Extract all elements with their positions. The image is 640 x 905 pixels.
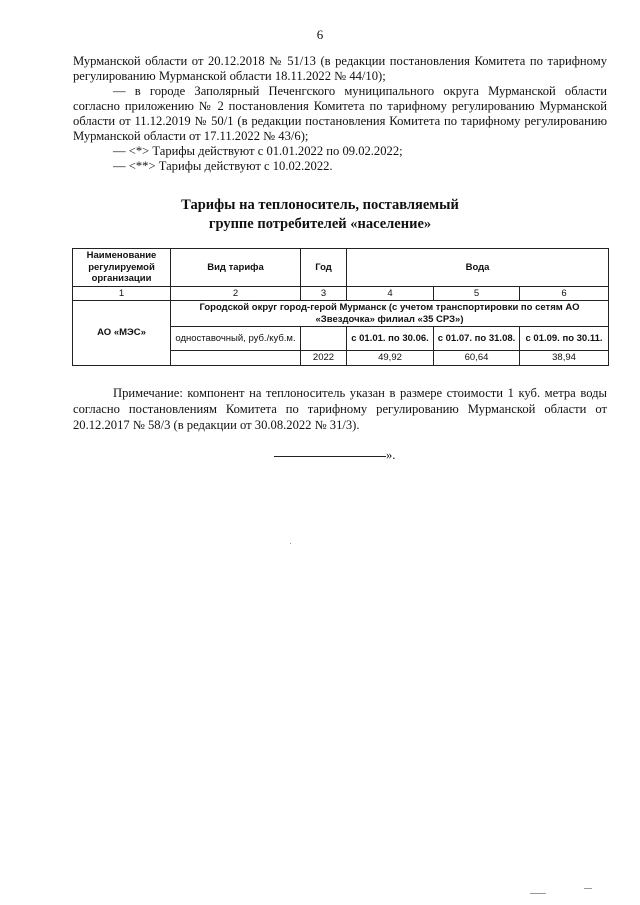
tariff-type: одноставочный, руб./куб.м. [171,327,301,351]
closing-mark [274,448,395,463]
tariff-value: 60,64 [434,351,520,366]
tariff-value: 38,94 [520,351,609,366]
document-title [0,196,640,234]
column-number: 3 [301,286,347,301]
year-value: 2022 [301,351,347,366]
period-label: с 01.09. по 30.11. [520,327,609,351]
header-water: Вода [347,249,609,287]
column-number: 4 [347,286,434,301]
tariff-type-cont [171,351,301,366]
territory-name: Городской округ город-герой Мурманск (с учетом транспортировки по сетям АО «Звездочка» филиал «35 СРЗ») [171,301,609,327]
tariff-value: 49,92 [347,351,434,366]
header-year: Год [301,249,347,287]
column-number: 5 [434,286,520,301]
intro-text [73,54,607,174]
tariff-table [72,248,609,366]
paragraph-note-1: — <*> Тарифы действуют с 01.01.2022 по 09.02.2022; [113,144,403,158]
scan-speck [290,543,291,544]
organization-name: АО «МЭС» [73,301,171,366]
period-label: с 01.07. по 31.08. [434,327,520,351]
note-paragraph: Примечание: компонент на теплоноситель указан в размере стоимости 1 куб. метра воды согласно постановлениям Комитета по тарифному регулированию Мурманской области от 20.12.2017 № 58/3 (в редакции от 30.08.2022 № 31/3). [73,386,607,432]
header-org: Наименование регулируемой организации [73,249,171,287]
year-empty-cell [301,327,347,351]
header-tariff-type: Вид тарифа [171,249,301,287]
paragraph-note-2: — <**> Тарифы действуют с 10.02.2022. [113,159,333,173]
page-number: 6 [316,27,324,42]
title-line-2: группе потребителей «население» [208,216,432,232]
column-number: 1 [73,286,171,301]
closing-quote: ». [386,448,396,462]
signature-line [274,456,386,457]
scan-speck [584,888,592,889]
column-number: 2 [171,286,301,301]
scan-speck [530,893,546,894]
paragraph-continuation: Мурманской области от 20.12.2018 № 51/13 (в редакции постановления Комитета по тарифному регулированию Мурманской области 18.11.2022 № 44/10); [73,54,607,83]
title-line-1: Тарифы на теплоноситель, поставляемый [181,197,459,213]
territory-row [73,301,609,327]
period-label: с 01.01. по 30.06. [347,327,434,351]
paragraph-zapolyarny: — в городе Заполярный Печенгского муниципального округа Мурманской области согласно приложению № 2 постановления Комитета по тарифному регулированию Мурманской области от 11.12.2019 № 50/1 (в редакции постановления Комитета по тарифному регулированию Мурманской области от 17.11.2022 № 43/6); [73,84,607,143]
table-header-row [73,249,609,287]
column-number: 6 [520,286,609,301]
column-number-row [73,286,609,301]
